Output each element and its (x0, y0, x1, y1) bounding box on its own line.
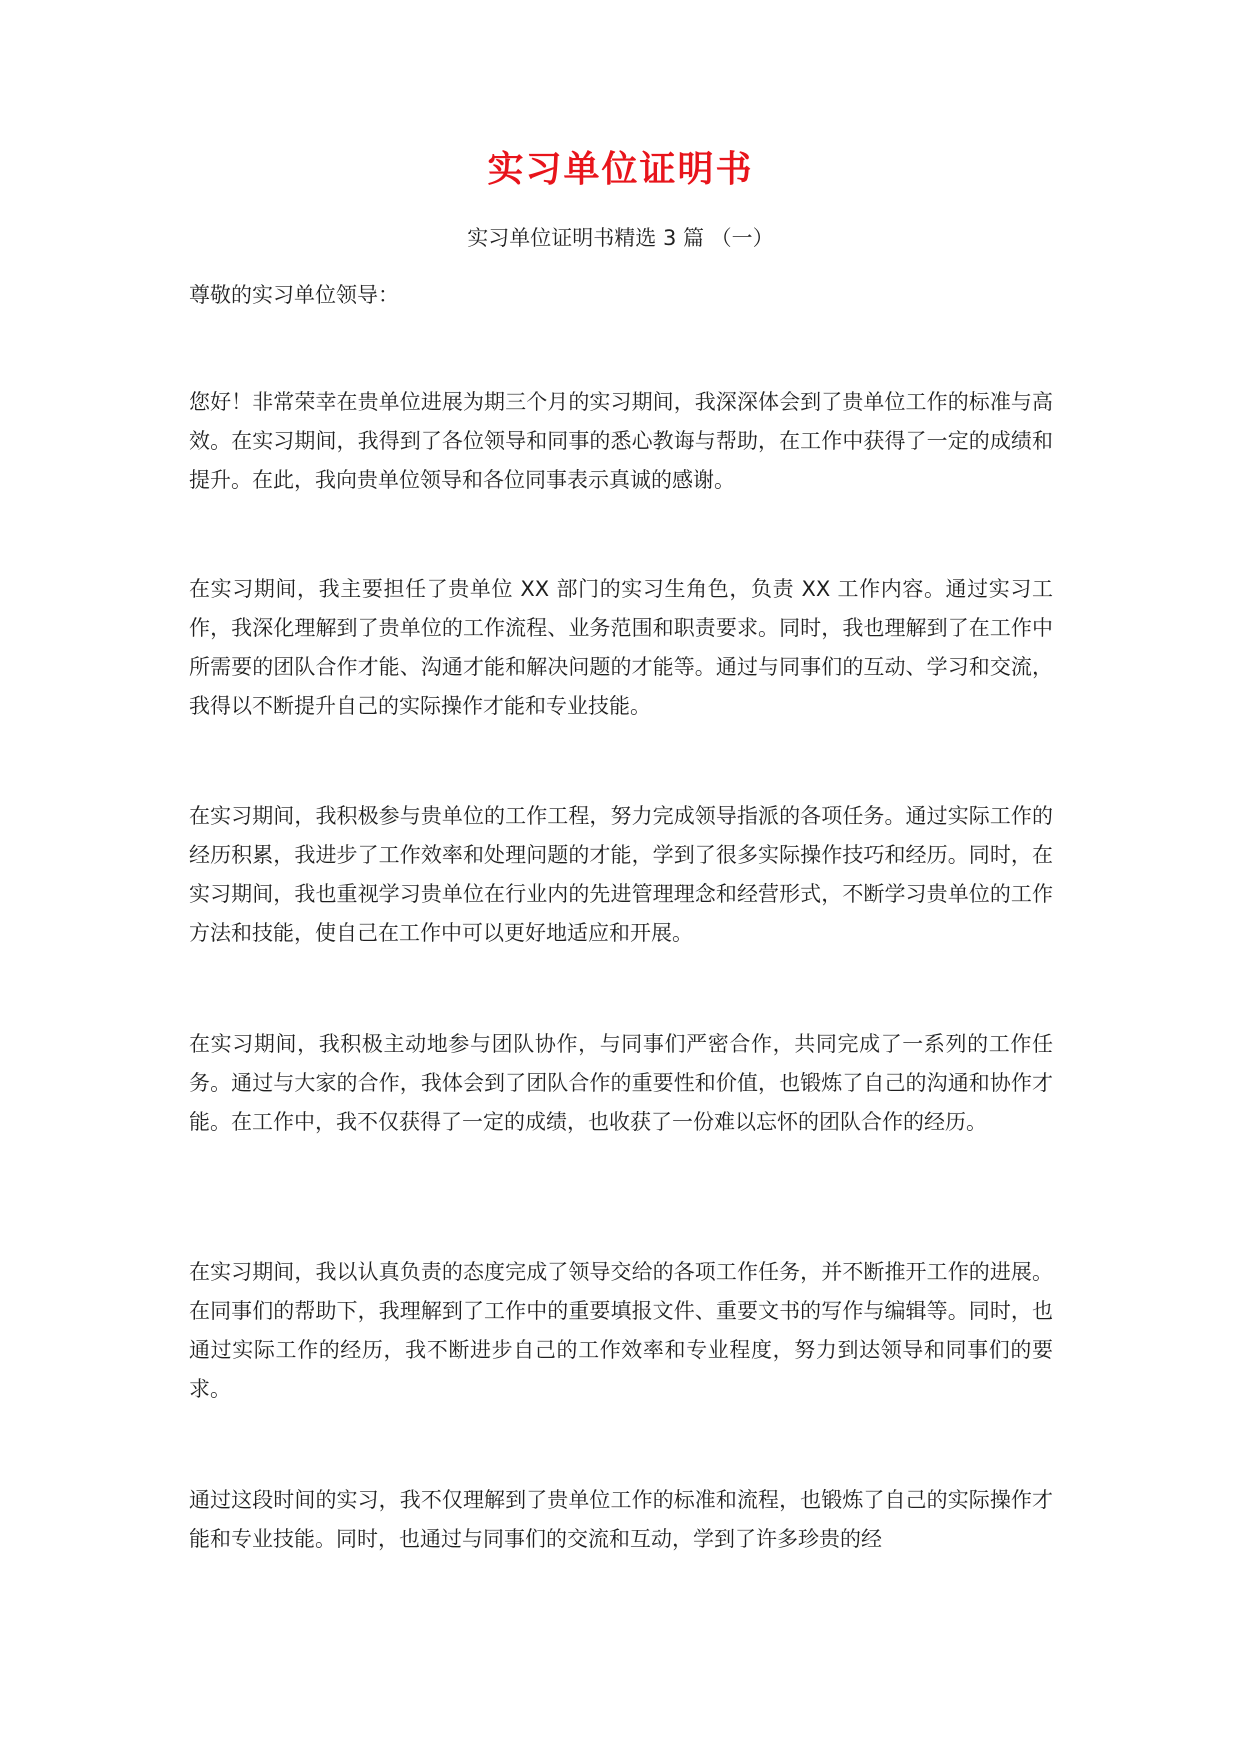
paragraph: 在实习期间，我积极参与贵单位的工作工程，努力完成领导指派的各项任务。通过实际工作的经历积累，我进步了工作效率和处理问题的才能，学到了很多实际操作技巧和经历。同时，在实习期间，我也重视学习贵单位在行业内的先进管理理念和经营形式，不断学习贵单位的工作方法和技能，使自己在工作中可以更好地适应和开展。 (189, 804, 1053, 945)
document-title: 实习单位证明书 (487, 149, 754, 190)
paragraph: 在实习期间，我积极主动地参与团队协作，与同事们严密合作，共同完成了一系列的工作任务。通过与大家的合作，我体会到了团队合作的重要性和价值，也锻炼了自己的沟通和协作才能。在工作中，我不仅获得了一定的成绩，也收获了一份难以忘怀的团队合作的经历。 (189, 1032, 1053, 1134)
paragraph: 通过这段时间的实习，我不仅理解到了贵单位工作的标准和流程，也锻炼了自己的实际操作才能和专业技能。同时，也通过与同事们的交流和互动，学到了许多珍贵的经 (189, 1488, 1053, 1551)
paragraph: 在实习期间，我以认真负责的态度完成了领导交给的各项工作任务，并不断推开工作的进展。在同事们的帮助下，我理解到了工作中的重要填报文件、重要文书的写作与编辑等。同时，也通过实际工作的经历，我不断进步自己的工作效率和专业程度，努力到达领导和同事们的要求。 (189, 1260, 1053, 1401)
document-subtitle: 实习单位证明书精选 3 篇 （一） (467, 226, 774, 250)
paragraph: 在实习期间，我主要担任了贵单位 XX 部门的实习生角色，负责 XX 工作内容。通过实习工作，我深化理解到了贵单位的工作流程、业务范围和职责要求。同时，我也理解到了在工作中所需要的团队合作才能、沟通才能和解决问题的才能等。通过与同事们的互动、学习和交流，我得以不断提升自己的实际操作才能和专业技能。 (189, 577, 1053, 718)
paragraph: 您好！非常荣幸在贵单位进展为期三个月的实习期间，我深深体会到了贵单位工作的标准与高效。在实习期间，我得到了各位领导和同事的悉心教诲与帮助，在工作中获得了一定的成绩和提升。在此，我向贵单位领导和各位同事表示真诚的感谢。 (189, 390, 1053, 492)
greeting-line: 尊敬的实习单位领导： (189, 283, 399, 307)
